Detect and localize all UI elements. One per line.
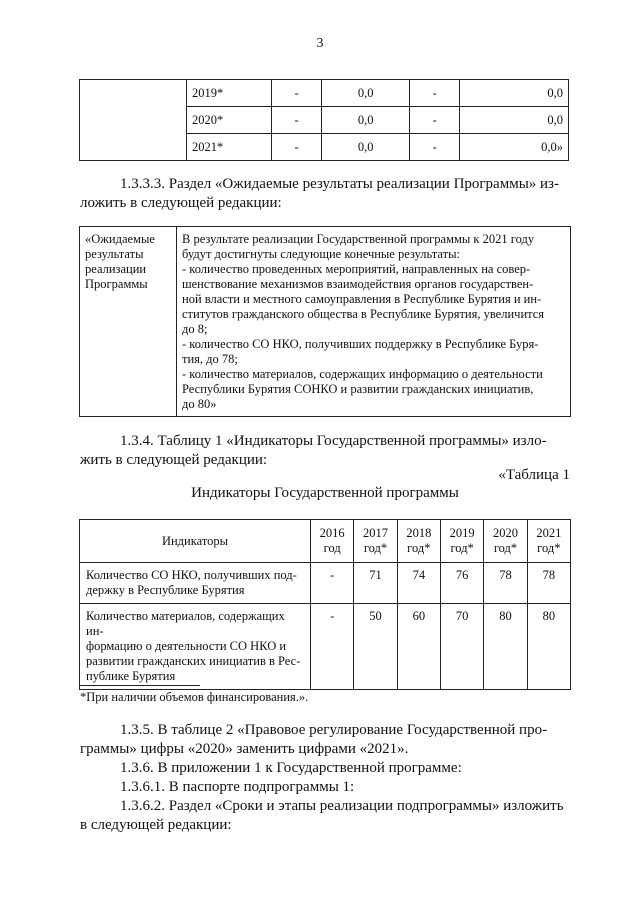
- table-row: [80, 604, 571, 690]
- header-year: [440, 520, 483, 563]
- paragraph-line: в следующей редакции:: [80, 817, 232, 833]
- year-suffix: год*: [493, 541, 518, 555]
- year-label: 2018: [406, 526, 432, 540]
- indicator-name-cell: [80, 604, 311, 690]
- paragraph-line: 1.3.3.3. Раздел «Ожидаемые результаты реализации Программы» из-: [120, 176, 559, 192]
- indicator-value: -: [311, 604, 354, 690]
- table-row: [80, 80, 569, 107]
- header-year: [397, 520, 440, 563]
- indicator-value: -: [311, 563, 354, 604]
- value-cell: 0,0: [322, 80, 410, 107]
- year-cell: 2019*: [187, 80, 272, 107]
- results-line: Республики Бурятия СОНКО и развитии гражданских инициатив,: [182, 382, 534, 396]
- label-line: «Ожидаемые: [85, 232, 155, 246]
- indicator-name-line: Количество СО НКО, получивших под-: [86, 568, 297, 582]
- results-label-cell: [80, 227, 177, 417]
- results-line: - количество СО НКО, получивших поддержку в Республике Буря-: [182, 337, 539, 351]
- empty-cell: [80, 80, 187, 161]
- results-line: ной власти и местного самоуправления в Республике Бурятия и ин-: [182, 292, 542, 306]
- header-year: [484, 520, 527, 563]
- year-suffix: год: [323, 541, 341, 555]
- indicator-value: 74: [397, 563, 440, 604]
- indicator-value: 78: [527, 563, 570, 604]
- paragraph-line: 1.3.6. В приложении 1 к Государственной программе:: [120, 760, 462, 776]
- paragraph-1-3-4: [80, 432, 570, 470]
- indicator-value: 78: [484, 563, 527, 604]
- value-cell: 0,0»: [460, 134, 569, 161]
- year-suffix: год*: [537, 541, 561, 555]
- value-cell: -: [272, 134, 322, 161]
- expected-results-table: [79, 226, 571, 417]
- year-suffix: год*: [407, 541, 431, 555]
- indicator-name-line: Количество материалов, содержащих ин-: [86, 609, 285, 638]
- footnote: *При наличии объемов финансирования.».: [80, 690, 309, 704]
- year-label: 2017: [362, 526, 388, 540]
- results-line: - количество проведенных мероприятий, направленных на совер-: [182, 262, 531, 276]
- indicator-value: 50: [354, 604, 397, 690]
- indicator-value: 76: [440, 563, 483, 604]
- value-cell: 0,0: [322, 134, 410, 161]
- year-cell: 2020*: [187, 107, 272, 134]
- label-line: Программы: [85, 277, 148, 291]
- indicator-name-line: держку в Республике Бурятия: [86, 583, 245, 597]
- paragraph-line: граммы» цифры «2020» заменить цифрами «2021».: [80, 741, 409, 757]
- paragraph-line: 1.3.5. В таблице 2 «Правовое регулирование Государственной про-: [120, 722, 548, 738]
- footnote-divider: [80, 685, 200, 686]
- results-line: до 8;: [182, 322, 208, 336]
- paragraph-line: 1.3.6.1. В паспорте подпрограммы 1:: [120, 779, 355, 795]
- value-cell: -: [410, 80, 460, 107]
- indicator-value: 71: [354, 563, 397, 604]
- results-line: шенствование механизмов взаимодействия органов государствен-: [182, 277, 534, 291]
- paragraph-line: ложить в следующей редакции:: [80, 195, 282, 211]
- year-label: 2016: [319, 526, 345, 540]
- funding-table-continuation: [79, 79, 569, 161]
- year-label: 2019: [449, 526, 475, 540]
- paragraph-1-3-6: [80, 759, 570, 835]
- paragraph-line: 1.3.6.2. Раздел «Сроки и этапы реализации подпрограммы» изложить: [120, 798, 564, 814]
- value-cell: 0,0: [460, 80, 569, 107]
- paragraph-1-3-5: [80, 721, 570, 759]
- value-cell: 0,0: [460, 107, 569, 134]
- value-cell: -: [272, 107, 322, 134]
- table-number-caption: «Таблица 1: [498, 467, 570, 483]
- indicator-value: 80: [484, 604, 527, 690]
- indicator-value: 60: [397, 604, 440, 690]
- year-cell: 2021*: [187, 134, 272, 161]
- label-line: реализации: [85, 262, 147, 276]
- year-suffix: год*: [450, 541, 474, 555]
- table-row: [80, 227, 571, 417]
- paragraph-line: 1.3.4. Таблицу 1 «Индикаторы Государственной программы» изло-: [120, 433, 547, 449]
- indicator-name-line: формацию о деятельности СО НКО и: [86, 639, 287, 653]
- value-cell: -: [272, 80, 322, 107]
- value-cell: -: [410, 134, 460, 161]
- value-cell: 0,0: [322, 107, 410, 134]
- header-indicators: Индикаторы: [80, 520, 311, 563]
- indicators-table: [79, 519, 571, 690]
- header-year: [527, 520, 570, 563]
- table-title: Индикаторы Государственной программы: [191, 485, 459, 501]
- paragraph-line: жить в следующей редакции:: [80, 452, 268, 468]
- table-row: [80, 563, 571, 604]
- results-line: будут достигнуты следующие конечные результаты:: [182, 247, 460, 261]
- indicator-value: 70: [440, 604, 483, 690]
- results-text-cell: [177, 227, 571, 417]
- results-line: В результате реализации Государственной программы к 2021 году: [182, 232, 535, 246]
- results-line: - количество материалов, содержащих информацию о деятельности: [182, 367, 543, 381]
- results-line: до 80»: [182, 397, 217, 411]
- year-suffix: год*: [363, 541, 388, 555]
- results-line: ститутов гражданского общества в Республике Бурятия, увеличится: [182, 307, 545, 321]
- year-label: 2020: [492, 526, 518, 540]
- indicator-value: 80: [527, 604, 570, 690]
- year-label: 2021: [536, 526, 562, 540]
- value-cell: -: [410, 107, 460, 134]
- indicator-name-cell: [80, 563, 311, 604]
- paragraph-1-3-3-3: [80, 175, 570, 213]
- table-header-row: [80, 520, 571, 563]
- indicator-name-line: публике Бурятия: [86, 669, 176, 683]
- page-number: 3: [316, 36, 324, 51]
- indicator-name-line: развитии гражданских инициатив в Рес-: [86, 654, 301, 668]
- header-year: [354, 520, 397, 563]
- header-year: [311, 520, 354, 563]
- label-line: результаты: [85, 247, 144, 261]
- results-line: тия, до 78;: [182, 352, 238, 366]
